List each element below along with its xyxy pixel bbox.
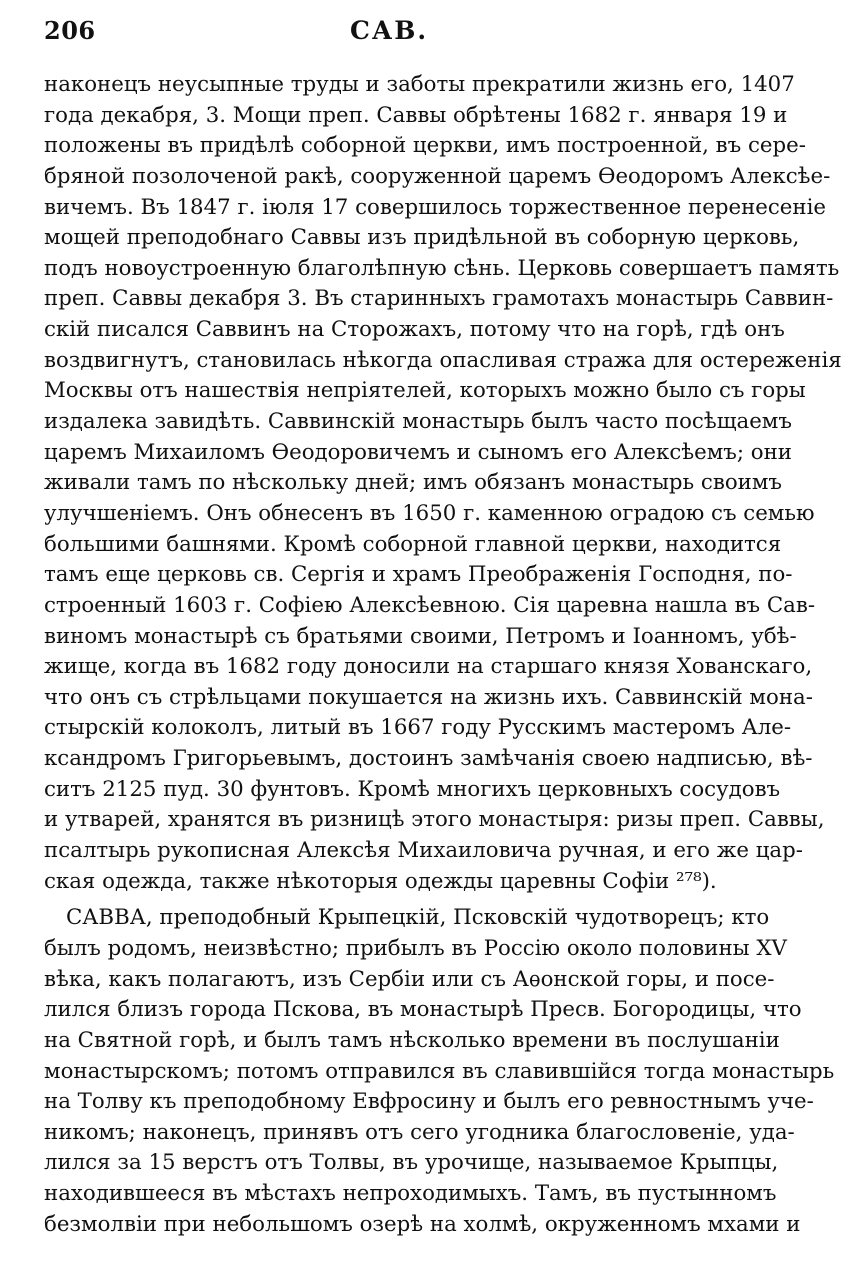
text-line: царемъ Михаиломъ Ѳеодоровичемъ и сыномъ его Алексѣемъ; они — [44, 439, 792, 465]
text-line: преп. Саввы декабря 3. Въ старинныхъ грамотахъ монастырь Саввин- — [44, 286, 834, 312]
text-line: Москвы отъ нашествія непріятелей, которыхъ можно было съ горы — [44, 378, 806, 404]
text-line: вѣка, какъ полагаютъ, изъ Сербіи или съ Аѳонской горы, и посе- — [44, 966, 775, 992]
text-line: монастырскомъ; потомъ отправился въ славившійся тогда монастырь — [44, 1058, 835, 1084]
text-line: стырскій колоколъ, литый въ 1667 году Русскимъ мастеромъ Але- — [44, 715, 792, 741]
text-line: ская одежда, также нѣкоторыя одежды царевны Софіи ²⁷⁸). — [44, 868, 717, 894]
text-line: большими башнями. Кромѣ соборной главной церкви, находится — [44, 531, 782, 557]
text-line: издалека завидѣть. Саввинскій монастырь былъ часто посѣщаемъ — [44, 409, 792, 435]
text-line: подъ новоустроенную благолѣпную сѣнь. Церковь совершаетъ память — [44, 255, 840, 281]
text-line: бряной позолоченой ракѣ, сооруженной царемъ Ѳеодоромъ Алексѣе- — [44, 163, 831, 189]
text-line: на Святной горѣ, и былъ тамъ нѣсколько времени въ послушаніи — [44, 1027, 780, 1053]
text-line: виномъ монастырѣ съ братьями своими, Петромъ и Іоанномъ, убѣ- — [44, 623, 797, 649]
text-line: года декабря, 3. Мощи преп. Саввы обрѣтены 1682 г. января 19 и — [44, 102, 788, 128]
text-line: никомъ; наконецъ, принявъ отъ сего угодника благословеніе, уда- — [44, 1119, 795, 1145]
running-head: САВ. — [349, 16, 429, 45]
text-line: строенный 1603 г. Софіею Алексѣевною. Сія царевна нашла въ Сав- — [44, 592, 816, 618]
page-body — [44, 70, 842, 1240]
paragraph-continuation — [44, 70, 842, 897]
text-line: положены въ придѣлѣ соборной церкви, имъ построенной, въ сере- — [44, 133, 806, 159]
text-line: живали тамъ по нѣскольку дней; имъ обязанъ монастырь своимъ — [44, 470, 782, 496]
text-line: былъ родомъ, неизвѣстно; прибылъ въ Россію около половины XV — [44, 935, 787, 961]
page-number: 206 — [44, 16, 96, 45]
text-line: воздвигнутъ, становилась нѣкогда опасливая стража для остереженія — [44, 347, 842, 373]
page-header — [44, 16, 734, 56]
text-line: ксандромъ Григорьевымъ, достоинъ замѣчанія своею надписью, вѣ- — [44, 746, 813, 772]
text-line: скій писался Саввинъ на Сторожахъ, потому что на горѣ, гдѣ онъ — [44, 317, 785, 343]
text-line: безмолвіи при небольшомъ озерѣ на холмѣ, окруженномъ мхами и — [44, 1211, 801, 1237]
text-line: САВВА, преподобный Крыпецкій, Псковскій чудотворецъ; кто — [66, 905, 770, 931]
text-line: лился близъ города Пскова, въ монастырѣ Пресв. Богородицы, что — [44, 997, 802, 1023]
text-line: улучшеніемъ. Онъ обнесенъ въ 1650 г. каменною оградою съ семью — [44, 500, 815, 526]
text-line: и утварей, хранятся въ ризницѣ этого монастыря: ризы преп. Саввы, — [44, 807, 825, 833]
paragraph-savva-krypetsky — [44, 903, 835, 1240]
text-line: ситъ 2125 пуд. 30 фунтовъ. Кромѣ многихъ церковныхъ сосудовъ — [44, 776, 781, 802]
text-line: мощей преподобнаго Саввы изъ придѣльной въ соборную церковь, — [44, 225, 800, 251]
text-line: наконецъ неусыпные труды и заботы прекратили жизнь его, 1407 — [44, 72, 795, 97]
text-line: находившееся въ мѣстахъ непроходимыхъ. Тамъ, въ пустынномъ — [44, 1181, 777, 1207]
text-line: на Толву къ преподобному Евфросину и былъ его ревностнымъ уче- — [44, 1089, 814, 1115]
text-line: лился за 15 верстъ отъ Толвы, въ урочище, называемое Крыпцы, — [44, 1150, 779, 1176]
text-line: вичемъ. Въ 1847 г. іюля 17 совершилось торжественное перенесеніе — [44, 194, 827, 220]
text-line: что онъ съ стрѣльцами покушается на жизнь ихъ. Саввинскій мона- — [44, 684, 813, 710]
text-line: тамъ еще церковь св. Сергія и храмъ Преображенія Господня, по- — [44, 562, 793, 588]
text-line: псалтырь рукописная Алексѣя Михаиловича ручная, и его же цар- — [44, 838, 803, 864]
text-line: жище, когда въ 1682 году доносили на старшаго князя Хованскаго, — [44, 654, 813, 680]
